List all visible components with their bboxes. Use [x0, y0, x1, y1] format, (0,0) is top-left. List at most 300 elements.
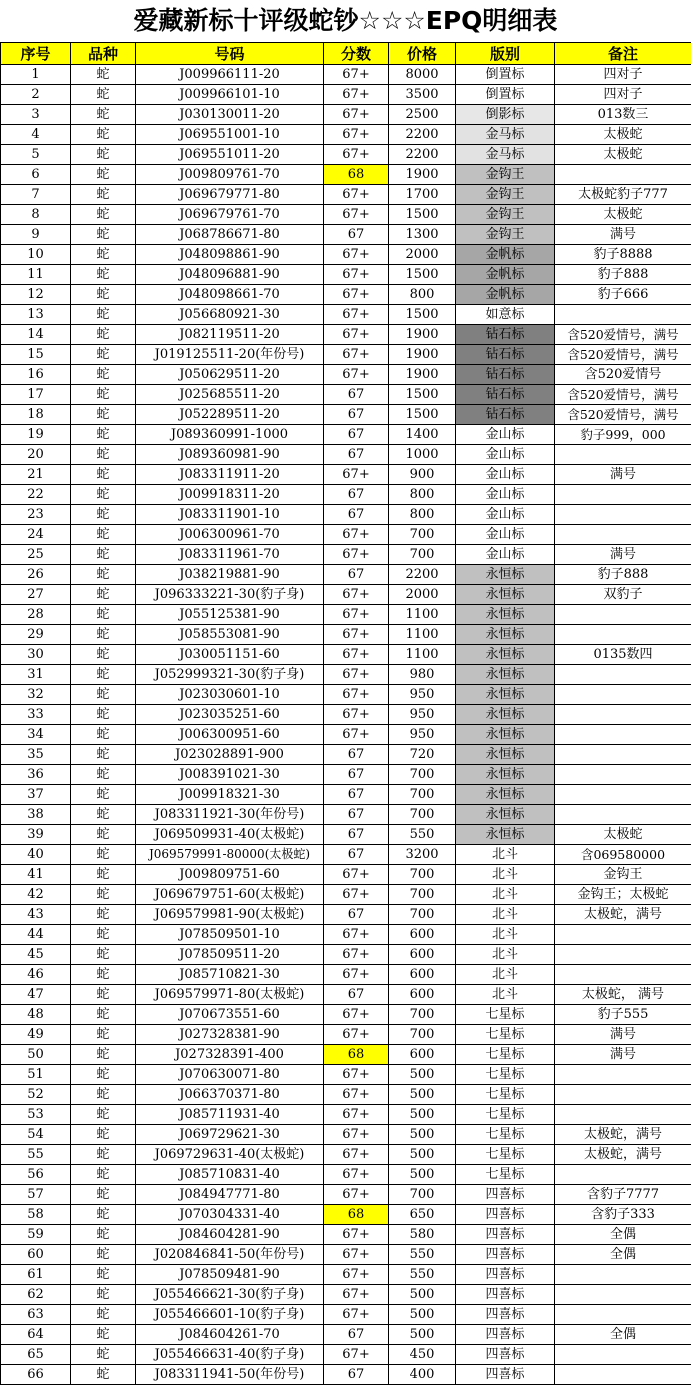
cell-kind: 蛇: [71, 885, 136, 905]
cell-score: 67: [324, 225, 389, 245]
cell-score: 67+: [324, 1025, 389, 1045]
cell-note: [555, 625, 691, 645]
cell-edition: 永恒标: [456, 625, 555, 645]
cell-price: 2200: [389, 565, 456, 585]
cell-no: 38: [1, 805, 71, 825]
cell-no: 65: [1, 1345, 71, 1365]
cell-price: 1900: [389, 365, 456, 385]
table-row: [1, 825, 691, 845]
table-row: [1, 305, 691, 325]
cell-code: J048098861-90: [136, 245, 324, 265]
table-row: [1, 925, 691, 945]
cell-kind: 蛇: [71, 425, 136, 445]
cell-kind: 蛇: [71, 65, 136, 85]
cell-code: J078509501-10: [136, 925, 324, 945]
cell-price: 500: [389, 1305, 456, 1325]
cell-kind: 蛇: [71, 1285, 136, 1305]
cell-kind: 蛇: [71, 1365, 136, 1385]
cell-price: 2200: [389, 145, 456, 165]
cell-code: J038219881-90: [136, 565, 324, 585]
cell-note: 太极蛇: [555, 825, 691, 845]
cell-kind: 蛇: [71, 1305, 136, 1325]
cell-note: 太极蛇: [555, 145, 691, 165]
cell-note: 满号: [555, 465, 691, 485]
cell-code: J084947771-80: [136, 1185, 324, 1205]
cell-note: 豹子666: [555, 285, 691, 305]
table-row: [1, 265, 691, 285]
cell-no: 36: [1, 765, 71, 785]
cell-score: 67+: [324, 1125, 389, 1145]
cell-score: 67+: [324, 1065, 389, 1085]
table-row: [1, 685, 691, 705]
cell-price: 500: [389, 1125, 456, 1145]
cell-price: 500: [389, 1065, 456, 1085]
cell-no: 17: [1, 385, 71, 405]
cell-score: 67+: [324, 705, 389, 725]
cell-price: 500: [389, 1105, 456, 1125]
cell-score: 67+: [324, 645, 389, 665]
cell-edition: 四喜标: [456, 1325, 555, 1345]
cell-kind: 蛇: [71, 685, 136, 705]
cell-kind: 蛇: [71, 565, 136, 585]
table-row: [1, 845, 691, 865]
cell-kind: 蛇: [71, 1125, 136, 1145]
cell-score: 67: [324, 485, 389, 505]
cell-no: 66: [1, 1365, 71, 1385]
cell-kind: 蛇: [71, 665, 136, 685]
cell-code: J096333221-30(豹子身): [136, 585, 324, 605]
cell-score: 67: [324, 505, 389, 525]
cell-edition: 四喜标: [456, 1185, 555, 1205]
cell-code: J085710821-30: [136, 965, 324, 985]
table-row: [1, 205, 691, 225]
cell-score: 67+: [324, 625, 389, 645]
cell-price: 800: [389, 505, 456, 525]
cell-score: 67: [324, 985, 389, 1005]
table-row: [1, 1065, 691, 1085]
table-row: [1, 345, 691, 365]
cell-no: 40: [1, 845, 71, 865]
cell-no: 7: [1, 185, 71, 205]
cell-kind: 蛇: [71, 1025, 136, 1045]
cell-score: 67+: [324, 245, 389, 265]
cell-score: 67: [324, 745, 389, 765]
cell-note: [555, 765, 691, 785]
cell-edition: 倒置标: [456, 65, 555, 85]
cell-code: J009966111-20: [136, 65, 324, 85]
table-row: [1, 1085, 691, 1105]
table-row: [1, 325, 691, 345]
table-row: [1, 1225, 691, 1245]
cell-edition: 北斗: [456, 865, 555, 885]
cell-kind: 蛇: [71, 305, 136, 325]
cell-edition: 七星标: [456, 1005, 555, 1025]
cell-kind: 蛇: [71, 125, 136, 145]
cell-note: [555, 505, 691, 525]
cell-note: 太极蛇，满号: [555, 905, 691, 925]
cell-price: 980: [389, 665, 456, 685]
cell-price: 720: [389, 745, 456, 765]
cell-edition: 四喜标: [456, 1345, 555, 1365]
page-title: 爱藏新标十评级蛇钞☆☆☆EPQ明细表: [133, 6, 558, 35]
cell-code: J055466601-10(豹子身): [136, 1305, 324, 1325]
cell-score: 67: [324, 425, 389, 445]
cell-no: 21: [1, 465, 71, 485]
cell-price: 600: [389, 925, 456, 945]
cell-note: 太极蛇，满号: [555, 1125, 691, 1145]
cell-price: 2500: [389, 105, 456, 125]
cell-score: 67+: [324, 325, 389, 345]
cell-edition: 倒置标: [456, 85, 555, 105]
cell-code: J027328381-90: [136, 1025, 324, 1045]
table-row: [1, 505, 691, 525]
cell-score: 67: [324, 765, 389, 785]
cell-note: 满号: [555, 545, 691, 565]
cell-code: J052289511-20: [136, 405, 324, 425]
cell-kind: 蛇: [71, 1145, 136, 1165]
cell-kind: 蛇: [71, 1045, 136, 1065]
cell-edition: 金马标: [456, 145, 555, 165]
cell-no: 5: [1, 145, 71, 165]
cell-edition: 金山标: [456, 485, 555, 505]
cell-score: 67+: [324, 1265, 389, 1285]
cell-price: 600: [389, 985, 456, 1005]
cell-no: 8: [1, 205, 71, 225]
cell-kind: 蛇: [71, 465, 136, 485]
cell-code: J058553081-90: [136, 625, 324, 645]
cell-edition: 永恒标: [456, 605, 555, 625]
cell-kind: 蛇: [71, 1205, 136, 1225]
cell-no: 10: [1, 245, 71, 265]
cell-kind: 蛇: [71, 505, 136, 525]
cell-no: 28: [1, 605, 71, 625]
cell-note: 四对子: [555, 65, 691, 85]
cell-price: 800: [389, 485, 456, 505]
cell-score: 67+: [324, 1285, 389, 1305]
cell-note: [555, 705, 691, 725]
cell-score: 67+: [324, 205, 389, 225]
cell-code: J023035251-60: [136, 705, 324, 725]
cell-code: J070630071-80: [136, 1065, 324, 1085]
cell-price: 700: [389, 885, 456, 905]
cell-note: [555, 745, 691, 765]
cell-price: 1100: [389, 645, 456, 665]
cell-no: 49: [1, 1025, 71, 1045]
cell-no: 24: [1, 525, 71, 545]
cell-code: J025685511-20: [136, 385, 324, 405]
table-row: [1, 605, 691, 625]
table-row: [1, 445, 691, 465]
cell-score: 67+: [324, 185, 389, 205]
cell-no: 59: [1, 1225, 71, 1245]
cell-note: 全偶: [555, 1225, 691, 1245]
cell-note: 全偶: [555, 1325, 691, 1345]
cell-note: [555, 1265, 691, 1285]
cell-no: 50: [1, 1045, 71, 1065]
cell-kind: 蛇: [71, 1185, 136, 1205]
table-row: [1, 985, 691, 1005]
cell-no: 56: [1, 1165, 71, 1185]
cell-edition: 七星标: [456, 1065, 555, 1085]
cell-score: 67: [324, 905, 389, 925]
cell-edition: 金钩王: [456, 205, 555, 225]
cell-score: 67: [324, 785, 389, 805]
cell-no: 33: [1, 705, 71, 725]
cell-price: 580: [389, 1225, 456, 1245]
cell-no: 14: [1, 325, 71, 345]
cell-price: 1500: [389, 385, 456, 405]
cell-kind: 蛇: [71, 825, 136, 845]
cell-no: 32: [1, 685, 71, 705]
cell-price: 2000: [389, 245, 456, 265]
header-row: [1, 43, 691, 65]
cell-edition: 钻石标: [456, 345, 555, 365]
cell-code: J083311941-50(年份号): [136, 1365, 324, 1385]
cell-score: 67+: [324, 685, 389, 705]
cell-note: 豹子8888: [555, 245, 691, 265]
cell-no: 9: [1, 225, 71, 245]
cell-note: [555, 925, 691, 945]
cell-kind: 蛇: [71, 925, 136, 945]
cell-no: 43: [1, 905, 71, 925]
cell-note: [555, 605, 691, 625]
cell-edition: 北斗: [456, 925, 555, 945]
cell-edition: 北斗: [456, 905, 555, 925]
cell-score: 67+: [324, 265, 389, 285]
cell-no: 2: [1, 85, 71, 105]
cell-score: 67+: [324, 1305, 389, 1325]
cell-edition: 金钩王: [456, 185, 555, 205]
cell-kind: 蛇: [71, 85, 136, 105]
cell-kind: 蛇: [71, 705, 136, 725]
cell-code: J027328391-400: [136, 1045, 324, 1065]
cell-no: 25: [1, 545, 71, 565]
cell-no: 60: [1, 1245, 71, 1265]
cell-kind: 蛇: [71, 245, 136, 265]
cell-code: J009918321-30: [136, 785, 324, 805]
table-row: [1, 785, 691, 805]
cell-note: 全偶: [555, 1245, 691, 1265]
cell-note: 豹子999，000: [555, 425, 691, 445]
table-row: [1, 1205, 691, 1225]
table-body: [1, 65, 691, 1385]
cell-code: J009918311-20: [136, 485, 324, 505]
cell-edition: 钻石标: [456, 405, 555, 425]
cell-score: 67: [324, 1325, 389, 1345]
cell-edition: 金山标: [456, 425, 555, 445]
cell-price: 950: [389, 685, 456, 705]
cell-note: [555, 1085, 691, 1105]
cell-note: [555, 945, 691, 965]
header-price: 价格: [389, 43, 456, 65]
cell-price: 3500: [389, 85, 456, 105]
table-row: [1, 465, 691, 485]
cell-price: 650: [389, 1205, 456, 1225]
cell-score: 67+: [324, 465, 389, 485]
cell-no: 18: [1, 405, 71, 425]
cell-no: 6: [1, 165, 71, 185]
table-row: [1, 285, 691, 305]
cell-note: 太极蛇: [555, 125, 691, 145]
cell-note: [555, 685, 691, 705]
cell-kind: 蛇: [71, 785, 136, 805]
cell-no: 30: [1, 645, 71, 665]
cell-no: 20: [1, 445, 71, 465]
header-note: 备注: [555, 43, 691, 65]
cell-price: 900: [389, 465, 456, 485]
cell-no: 19: [1, 425, 71, 445]
cell-note: 满号: [555, 1025, 691, 1045]
table-row: [1, 1245, 691, 1265]
cell-score: 67+: [324, 725, 389, 745]
cell-code: J068786671-80: [136, 225, 324, 245]
cell-edition: 四喜标: [456, 1305, 555, 1325]
cell-edition: 永恒标: [456, 765, 555, 785]
cell-code: J052999321-30(豹子身): [136, 665, 324, 685]
table-row: [1, 765, 691, 785]
cell-score: 67: [324, 845, 389, 865]
cell-kind: 蛇: [71, 445, 136, 465]
cell-score: 67+: [324, 1005, 389, 1025]
cell-no: 16: [1, 365, 71, 385]
cell-price: 600: [389, 965, 456, 985]
cell-kind: 蛇: [71, 285, 136, 305]
cell-score: 67+: [324, 605, 389, 625]
cell-code: J048098661-70: [136, 285, 324, 305]
cell-price: 700: [389, 1185, 456, 1205]
cell-no: 31: [1, 665, 71, 685]
cell-edition: 金山标: [456, 505, 555, 525]
cell-note: [555, 1285, 691, 1305]
cell-note: [555, 485, 691, 505]
cell-price: 950: [389, 725, 456, 745]
cell-kind: 蛇: [71, 265, 136, 285]
table-row: [1, 1105, 691, 1125]
cell-no: 27: [1, 585, 71, 605]
cell-score: 67+: [324, 1245, 389, 1265]
cell-score: 67+: [324, 85, 389, 105]
cell-kind: 蛇: [71, 1105, 136, 1125]
cell-code: J089360981-90: [136, 445, 324, 465]
cell-code: J083311961-70: [136, 545, 324, 565]
cell-score: 67+: [324, 945, 389, 965]
cell-kind: 蛇: [71, 1165, 136, 1185]
cell-no: 64: [1, 1325, 71, 1345]
cell-note: [555, 305, 691, 325]
cell-no: 11: [1, 265, 71, 285]
cell-code: J055125381-90: [136, 605, 324, 625]
cell-kind: 蛇: [71, 205, 136, 225]
cell-score: 67+: [324, 285, 389, 305]
table-row: [1, 1305, 691, 1325]
cell-code: J048096881-90: [136, 265, 324, 285]
table-row: [1, 865, 691, 885]
cell-edition: 七星标: [456, 1025, 555, 1045]
cell-code: J083311921-30(年份号): [136, 805, 324, 825]
header-kind: 品种: [71, 43, 136, 65]
table-row: [1, 965, 691, 985]
cell-price: 1400: [389, 425, 456, 445]
cell-price: 1300: [389, 225, 456, 245]
cell-price: 1900: [389, 325, 456, 345]
table-row: [1, 485, 691, 505]
cell-no: 54: [1, 1125, 71, 1145]
cell-kind: 蛇: [71, 905, 136, 925]
table-row: [1, 185, 691, 205]
table-row: [1, 545, 691, 565]
cell-edition: 北斗: [456, 885, 555, 905]
cell-no: 26: [1, 565, 71, 585]
table-row: [1, 905, 691, 925]
cell-score: 68: [324, 1205, 389, 1225]
cell-price: 950: [389, 705, 456, 725]
cell-code: J070673551-60: [136, 1005, 324, 1025]
cell-kind: 蛇: [71, 405, 136, 425]
cell-score: 67+: [324, 885, 389, 905]
cell-kind: 蛇: [71, 545, 136, 565]
cell-edition: 金山标: [456, 545, 555, 565]
cell-note: 豹子888: [555, 565, 691, 585]
cell-edition: 永恒标: [456, 685, 555, 705]
cell-score: 67+: [324, 1085, 389, 1105]
cell-edition: 七星标: [456, 1125, 555, 1145]
cell-note: [555, 725, 691, 745]
cell-score: 67+: [324, 345, 389, 365]
cell-no: 15: [1, 345, 71, 365]
cell-no: 12: [1, 285, 71, 305]
cell-code: J050629511-20: [136, 365, 324, 385]
cell-score: 67: [324, 805, 389, 825]
cell-code: J008391021-30: [136, 765, 324, 785]
cell-no: 52: [1, 1085, 71, 1105]
cell-price: 1500: [389, 405, 456, 425]
cell-edition: 七星标: [456, 1105, 555, 1125]
cell-score: 67: [324, 405, 389, 425]
cell-note: 豹子555: [555, 1005, 691, 1025]
cell-price: 550: [389, 825, 456, 845]
cell-price: 700: [389, 785, 456, 805]
table-row: [1, 645, 691, 665]
cell-kind: 蛇: [71, 725, 136, 745]
header-no: 序号: [1, 43, 71, 65]
cell-no: 46: [1, 965, 71, 985]
cell-edition: 如意标: [456, 305, 555, 325]
cell-kind: 蛇: [71, 165, 136, 185]
table-row: [1, 425, 691, 445]
cell-kind: 蛇: [71, 365, 136, 385]
table-row: [1, 165, 691, 185]
cell-no: 51: [1, 1065, 71, 1085]
cell-no: 45: [1, 945, 71, 965]
table-row: [1, 225, 691, 245]
cell-price: 700: [389, 1005, 456, 1025]
cell-score: 67+: [324, 525, 389, 545]
cell-price: 500: [389, 1325, 456, 1345]
cell-price: 3200: [389, 845, 456, 865]
cell-score: 67+: [324, 365, 389, 385]
table-row: [1, 1185, 691, 1205]
cell-price: 600: [389, 945, 456, 965]
cell-note: 双豹子: [555, 585, 691, 605]
cell-price: 700: [389, 805, 456, 825]
cell-price: 700: [389, 1025, 456, 1045]
cell-price: 1900: [389, 345, 456, 365]
table-row: [1, 1145, 691, 1165]
cell-note: [555, 805, 691, 825]
cell-note: 含豹子7777: [555, 1185, 691, 1205]
cell-edition: 北斗: [456, 985, 555, 1005]
cell-note: [555, 965, 691, 985]
